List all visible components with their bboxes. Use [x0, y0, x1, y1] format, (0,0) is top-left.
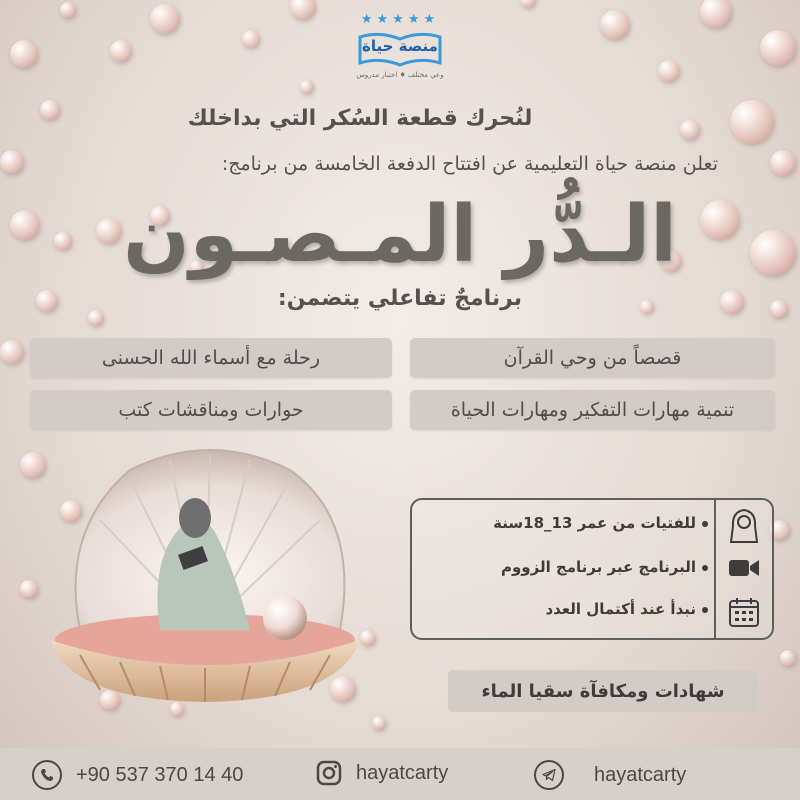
program-title: الـدُّر المـصـون	[123, 190, 677, 280]
detail-platform	[428, 558, 708, 576]
bullet-icon	[702, 607, 708, 613]
program-details-panel	[410, 498, 774, 640]
icon-column	[714, 500, 772, 638]
calendar-icon	[728, 596, 760, 628]
instagram-contact[interactable]	[316, 760, 448, 786]
topic-box: حوارات ومناقشات كتب	[30, 390, 392, 430]
woman-icon	[728, 508, 760, 544]
announcement: تعلن منصة حياة التعليمية عن افتتاح الدفعة الخامسة من برنامج:	[221, 153, 718, 175]
contact-footer	[0, 748, 800, 800]
topic-box: تنمية مهارات التفكير ومهارات الحياة	[410, 390, 775, 430]
detail-text: نبدأ عند أكتمال العدد	[545, 600, 696, 618]
program-subtitle: برنامجٌ تفاعلي يتضمن:	[277, 286, 523, 311]
topic-box: قصصاً من وحي القرآن	[410, 338, 775, 378]
book-icon	[354, 29, 446, 69]
tagline: لنُحرك قطعة السُكر التي بداخلك	[187, 106, 533, 131]
phone-contact[interactable]	[32, 760, 243, 790]
telegram-contact[interactable]	[534, 760, 686, 790]
phone-icon	[32, 760, 62, 790]
platform-logo	[345, 12, 455, 102]
pearl-shell-illustration	[40, 440, 370, 710]
detail-age	[428, 514, 708, 532]
detail-text: البرنامج عبر برنامج الزووم	[500, 558, 696, 576]
instagram-handle: hayatcarty	[356, 761, 449, 784]
detail-start	[428, 600, 708, 618]
bullet-icon	[702, 521, 708, 527]
phone-number: +90 537 370 14 40	[76, 763, 244, 786]
telegram-icon	[534, 760, 564, 790]
stars-icon: ★★★★★	[360, 12, 440, 27]
detail-text: للفتيات من عمر 13_18سنة	[493, 514, 696, 532]
video-camera-icon	[728, 556, 760, 580]
instagram-icon	[316, 760, 342, 786]
logo-tagline: وعي مختلف ♦ اختيار مدروس	[356, 71, 444, 79]
bullet-icon	[702, 565, 708, 571]
logo-name: منصة حياة	[362, 37, 438, 55]
certificate-box: شهادات ومكافآة سقيا الماء	[448, 670, 758, 712]
telegram-handle: hayatcarty	[594, 763, 687, 786]
topic-box: رحلة مع أسماء الله الحسنى	[30, 338, 392, 378]
